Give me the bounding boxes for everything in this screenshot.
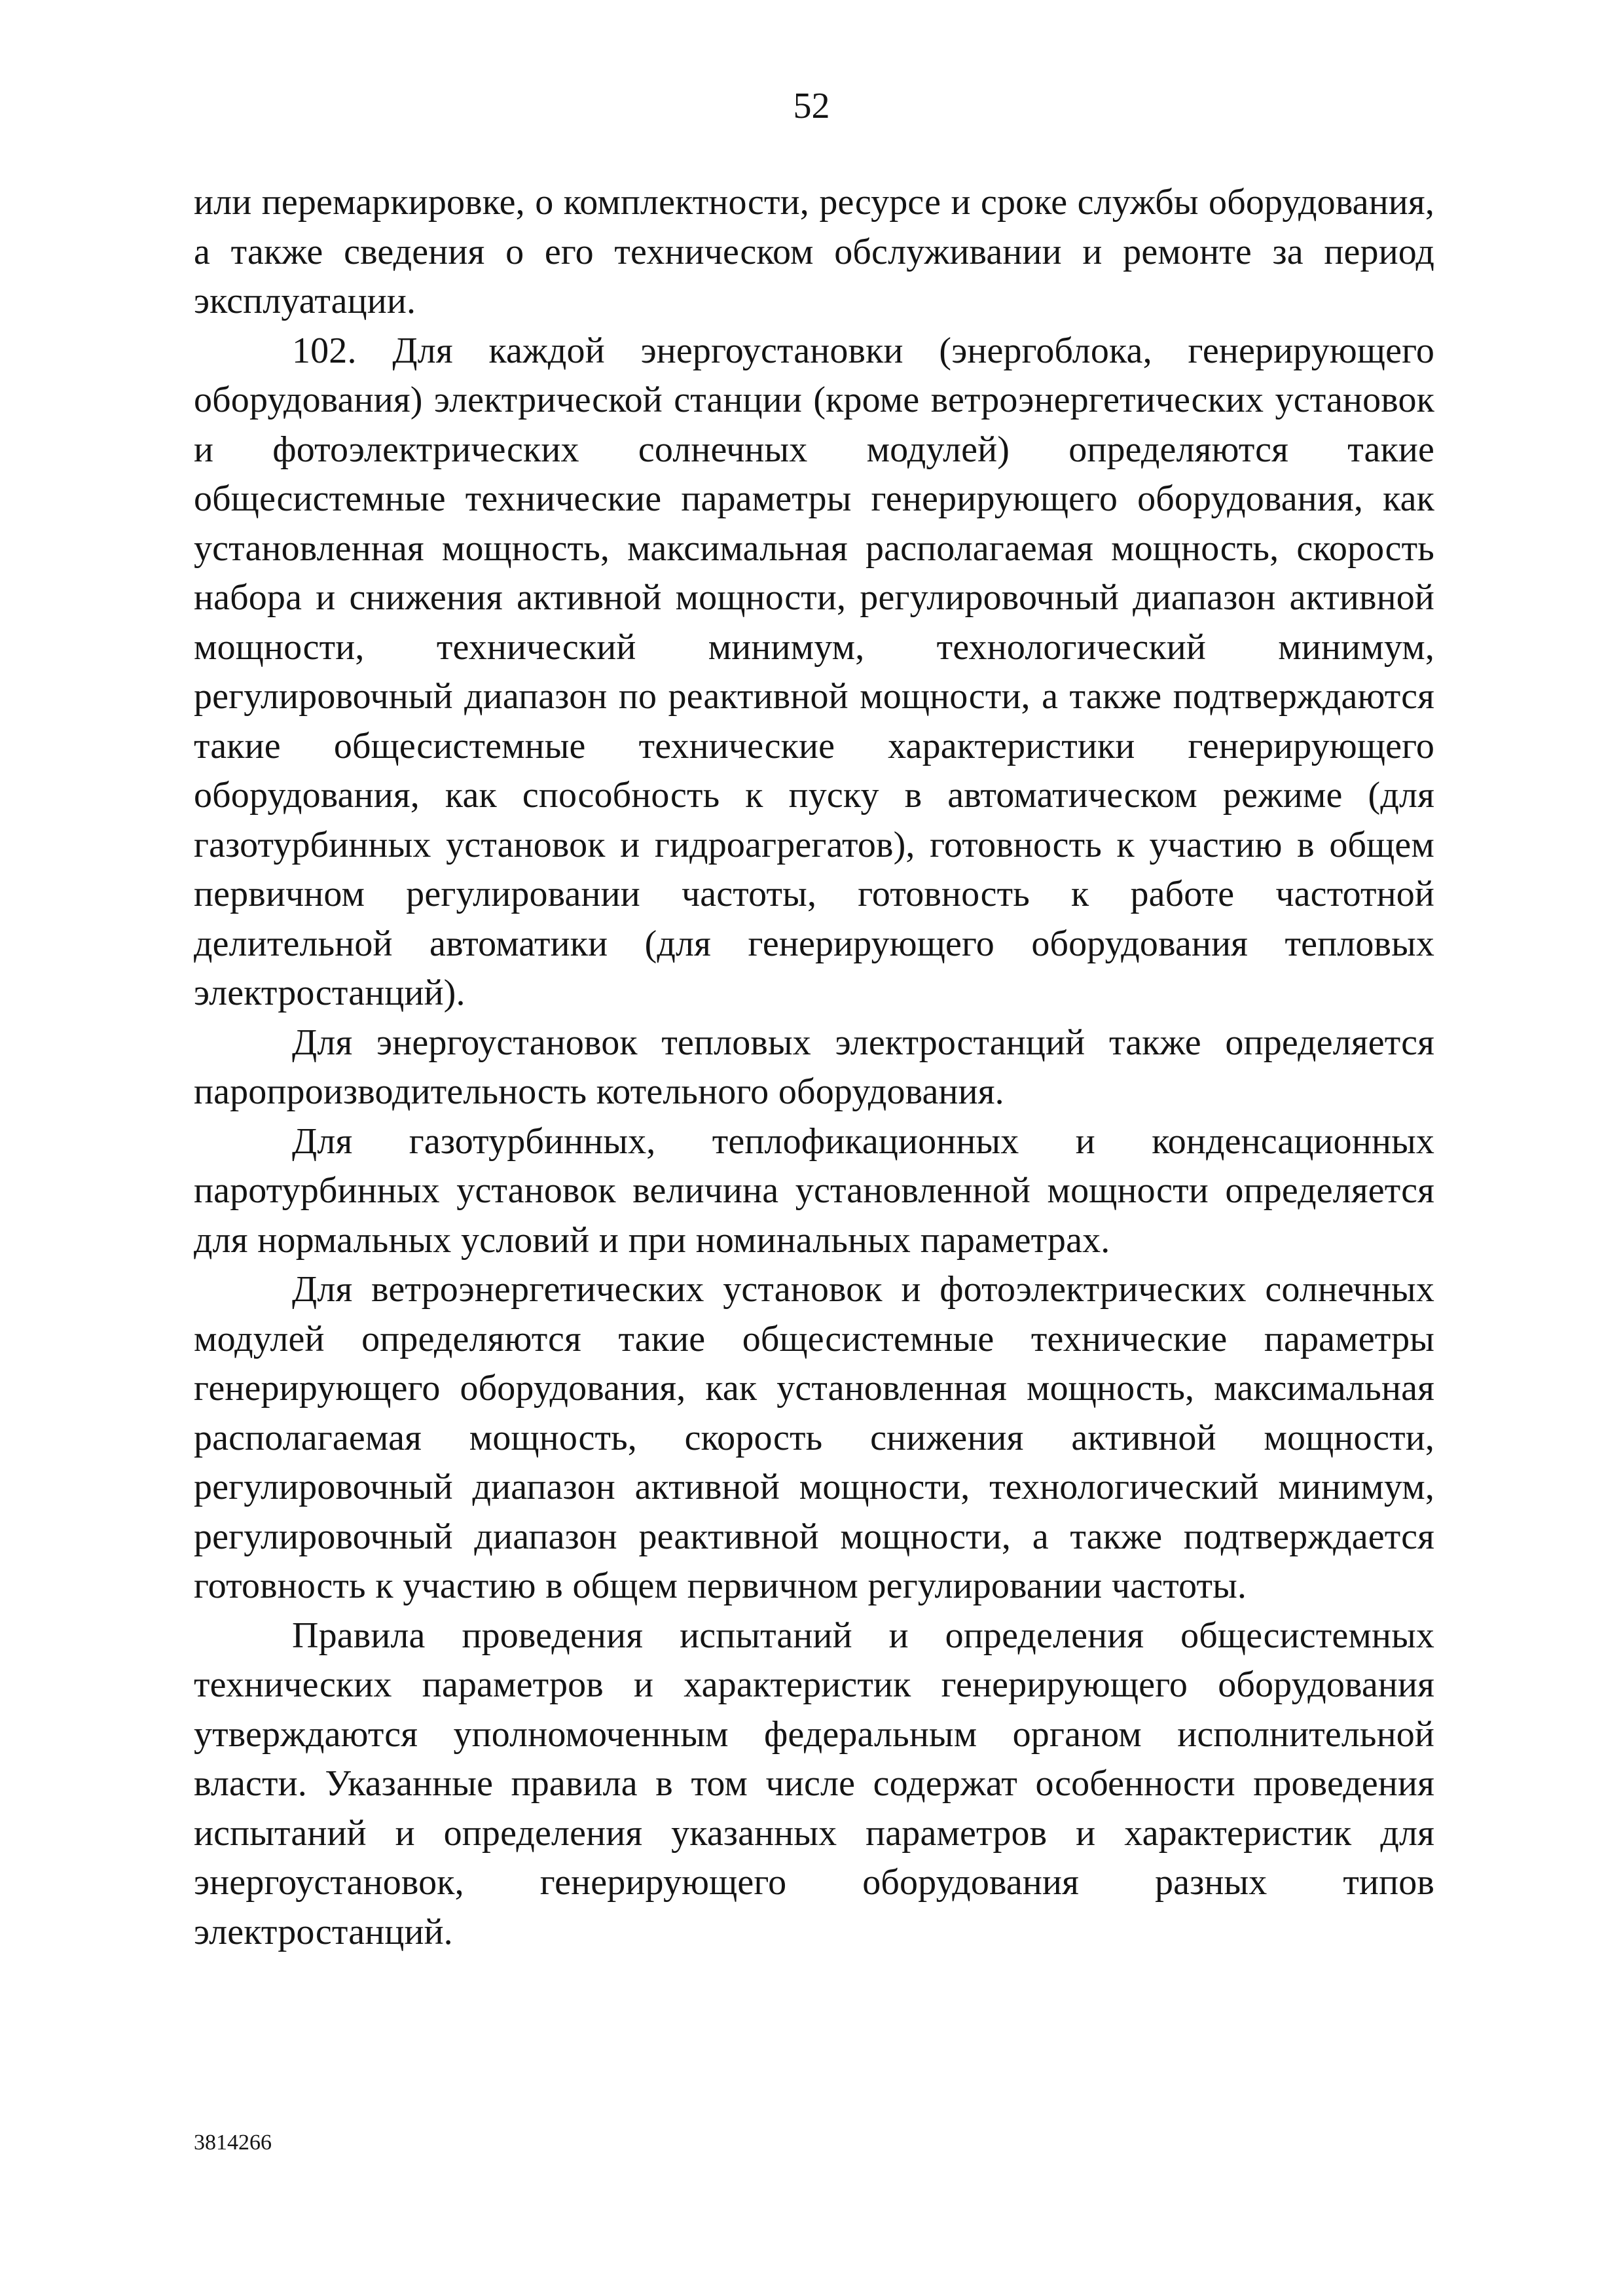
- document-id: 3814266: [194, 2130, 272, 2155]
- paragraph-testing-rules: Правила проведения испытаний и определения общесистемных технических параметров и характеристик генерирующего оборудования утверждаются уполномоченным федеральным органом исполнительной власти. Указанные правила в том числе содержат особенности проведения испытаний и определения указанных параметров и характеристик для энергоустановок, генерирующего оборудования разных типов электростанций.: [194, 1615, 1434, 1952]
- paragraph-continuation: или перемаркировке, о комплектности, ресурсе и сроке службы оборудования, а также сведения о его техническом обслуживании и ремонте за период эксплуатации.: [194, 182, 1434, 321]
- paragraph-thermal-plants: Для энергоустановок тепловых электростанций также определяется паропроизводительность котельного оборудования.: [194, 1022, 1434, 1112]
- paragraph-item-102: 102. Для каждой энергоустановки (энергоблока, генерирующего оборудования) электрической станции (кроме ветроэнергетических установок и фотоэлектрических солнечных модулей) определяются такие общесистемные технические параметры генерирующего оборудования, как установленная мощность, максимальная располагаемая мощность, скорость набора и снижения активной мощности, регулировочный диапазон активной мощности, технический минимум, технологический минимум, регулировочный диапазон по реактивной мощности, а также подтверждаются такие общесистемные технические характеристики генерирующего оборудования, как способность к пуску в автоматическом режиме (для газотурбинных установок и гидроагрегатов), готовность к участию в общем первичном регулировании частоты, готовность к работе частотной делительной автоматики (для генерирующего оборудования тепловых электростанций).: [194, 330, 1434, 1013]
- paragraph-gas-turbine: Для газотурбинных, теплофикационных и конденсационных паротурбинных установок величина установленной мощности определяется для нормальных условий и при номинальных параметрах.: [194, 1121, 1434, 1261]
- page-number: 52: [793, 86, 830, 126]
- paragraph-wind-solar: Для ветроэнергетических установок и фотоэлектрических солнечных модулей определяются такие общесистемные технические параметры генерирующего оборудования, как установленная мощность, максимальная располагаемая мощность, скорость снижения активной мощности, регулировочный диапазон активной мощности, технологический минимум, регулировочный диапазон реактивной мощности, а также подтверждается готовность к участию в общем первичном регулировании частоты.: [194, 1269, 1434, 1606]
- document-body: [194, 178, 1434, 1957]
